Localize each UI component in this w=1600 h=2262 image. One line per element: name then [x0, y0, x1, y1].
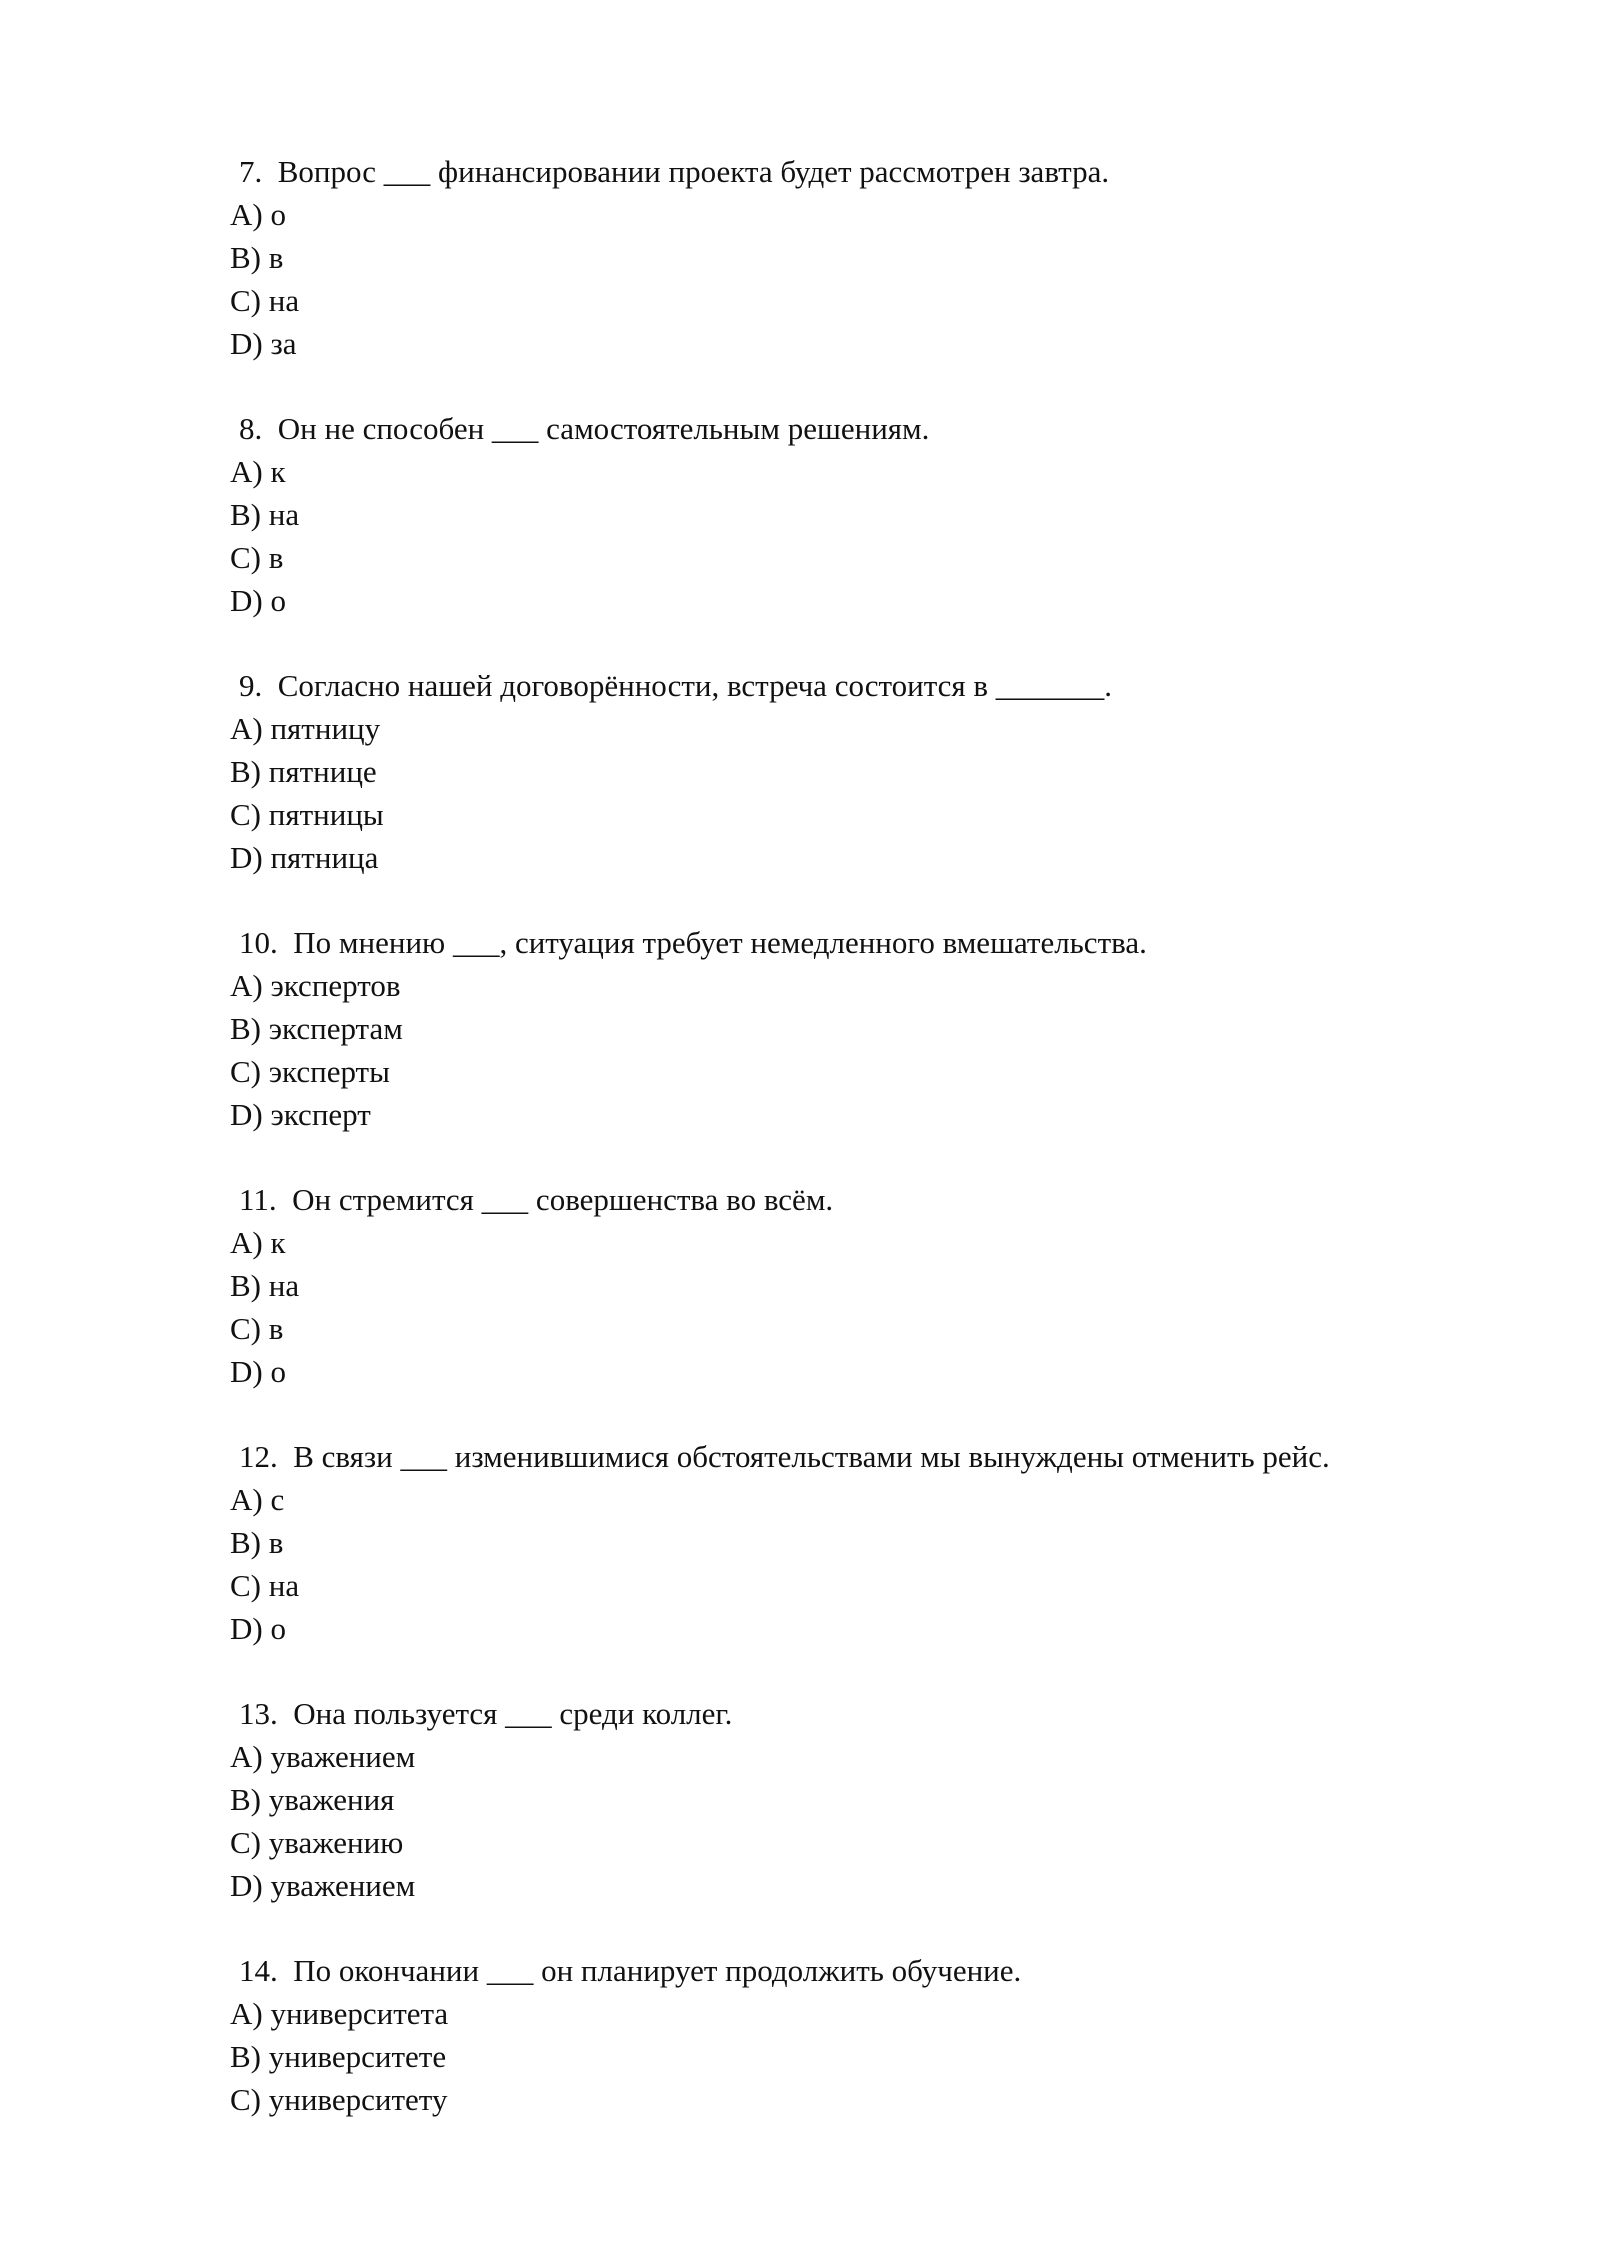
answer-option: B) университете: [230, 2039, 447, 2074]
question-stem: Согласно нашей договорённости, встреча состоится в _______.: [277, 668, 1113, 703]
question-14: [230, 1949, 1430, 2121]
answer-option: C) уважению: [230, 1825, 404, 1860]
answer-option: A) с: [230, 1482, 285, 1517]
question-stem: По мнению ___, ситуация требует немедленного вмешательства.: [293, 925, 1147, 960]
question-text: [230, 1435, 1430, 1478]
answer-option: D) о: [230, 1611, 286, 1646]
answer-option: D) эксперт: [230, 1097, 371, 1132]
question-number: 12.: [239, 1439, 278, 1474]
answer-option: C) на: [230, 283, 300, 318]
answer-option: C) в: [230, 540, 284, 575]
answer-option: B) экспертам: [230, 1011, 403, 1046]
answer-option: A) университета: [230, 1996, 449, 2031]
answer-option: C) на: [230, 1568, 300, 1603]
question-number: 13.: [239, 1696, 278, 1731]
answer-option: D) пятница: [230, 840, 379, 875]
question-8: [230, 407, 1430, 622]
answer-option: B) уважения: [230, 1782, 395, 1817]
question-number: 10.: [239, 925, 278, 960]
question-12: [230, 1435, 1430, 1650]
question-11: [230, 1178, 1430, 1393]
answer-option: C) эксперты: [230, 1054, 390, 1089]
question-text: [230, 921, 1430, 964]
question-stem: Он не способен ___ самостоятельным решениям.: [277, 411, 930, 446]
question-stem: Он стремится ___ совершенства во всём.: [292, 1182, 834, 1217]
answer-option: B) пятнице: [230, 754, 377, 789]
question-text: [230, 150, 1430, 193]
question-stem: По окончании ___ он планирует продолжить обучение.: [293, 1953, 1022, 1988]
answer-option: B) в: [230, 1525, 284, 1560]
question-13: [230, 1692, 1430, 1907]
question-number: 14.: [239, 1953, 278, 1988]
answer-option: A) к: [230, 454, 286, 489]
question-stem: Вопрос ___ финансировании проекта будет рассмотрен завтра.: [277, 154, 1110, 189]
question-number: 7.: [239, 154, 263, 189]
answer-option: C) пятницы: [230, 797, 384, 832]
answer-option: C) в: [230, 1311, 284, 1346]
question-10: [230, 921, 1430, 1136]
answer-option: A) уважением: [230, 1739, 416, 1774]
question-number: 9.: [239, 668, 263, 703]
answer-option: D) уважением: [230, 1868, 416, 1903]
answer-option: D) о: [230, 583, 286, 618]
question-text: [230, 407, 1430, 450]
question-text: [230, 1692, 1430, 1735]
answer-option: B) в: [230, 240, 284, 275]
answer-option: A) о: [230, 197, 286, 232]
question-stem: Она пользуется ___ среди коллег.: [293, 1696, 733, 1731]
question-text: [230, 1949, 1430, 1992]
question-text: [230, 1178, 1430, 1221]
answer-option: B) на: [230, 1268, 300, 1303]
question-stem: В связи ___ изменившимися обстоятельствами мы вынуждены отменить рейс.: [293, 1439, 1330, 1474]
answer-option: A) экспертов: [230, 968, 401, 1003]
question-9: [230, 664, 1430, 879]
question-number: 8.: [239, 411, 263, 446]
question-number: 11.: [239, 1182, 277, 1217]
answer-option: A) к: [230, 1225, 286, 1260]
question-text: [230, 664, 1430, 707]
answer-option: C) университету: [230, 2082, 448, 2117]
answer-option: D) о: [230, 1354, 286, 1389]
answer-option: B) на: [230, 497, 300, 532]
question-7: [230, 150, 1430, 365]
answer-option: D) за: [230, 326, 297, 361]
answer-option: A) пятницу: [230, 711, 381, 746]
